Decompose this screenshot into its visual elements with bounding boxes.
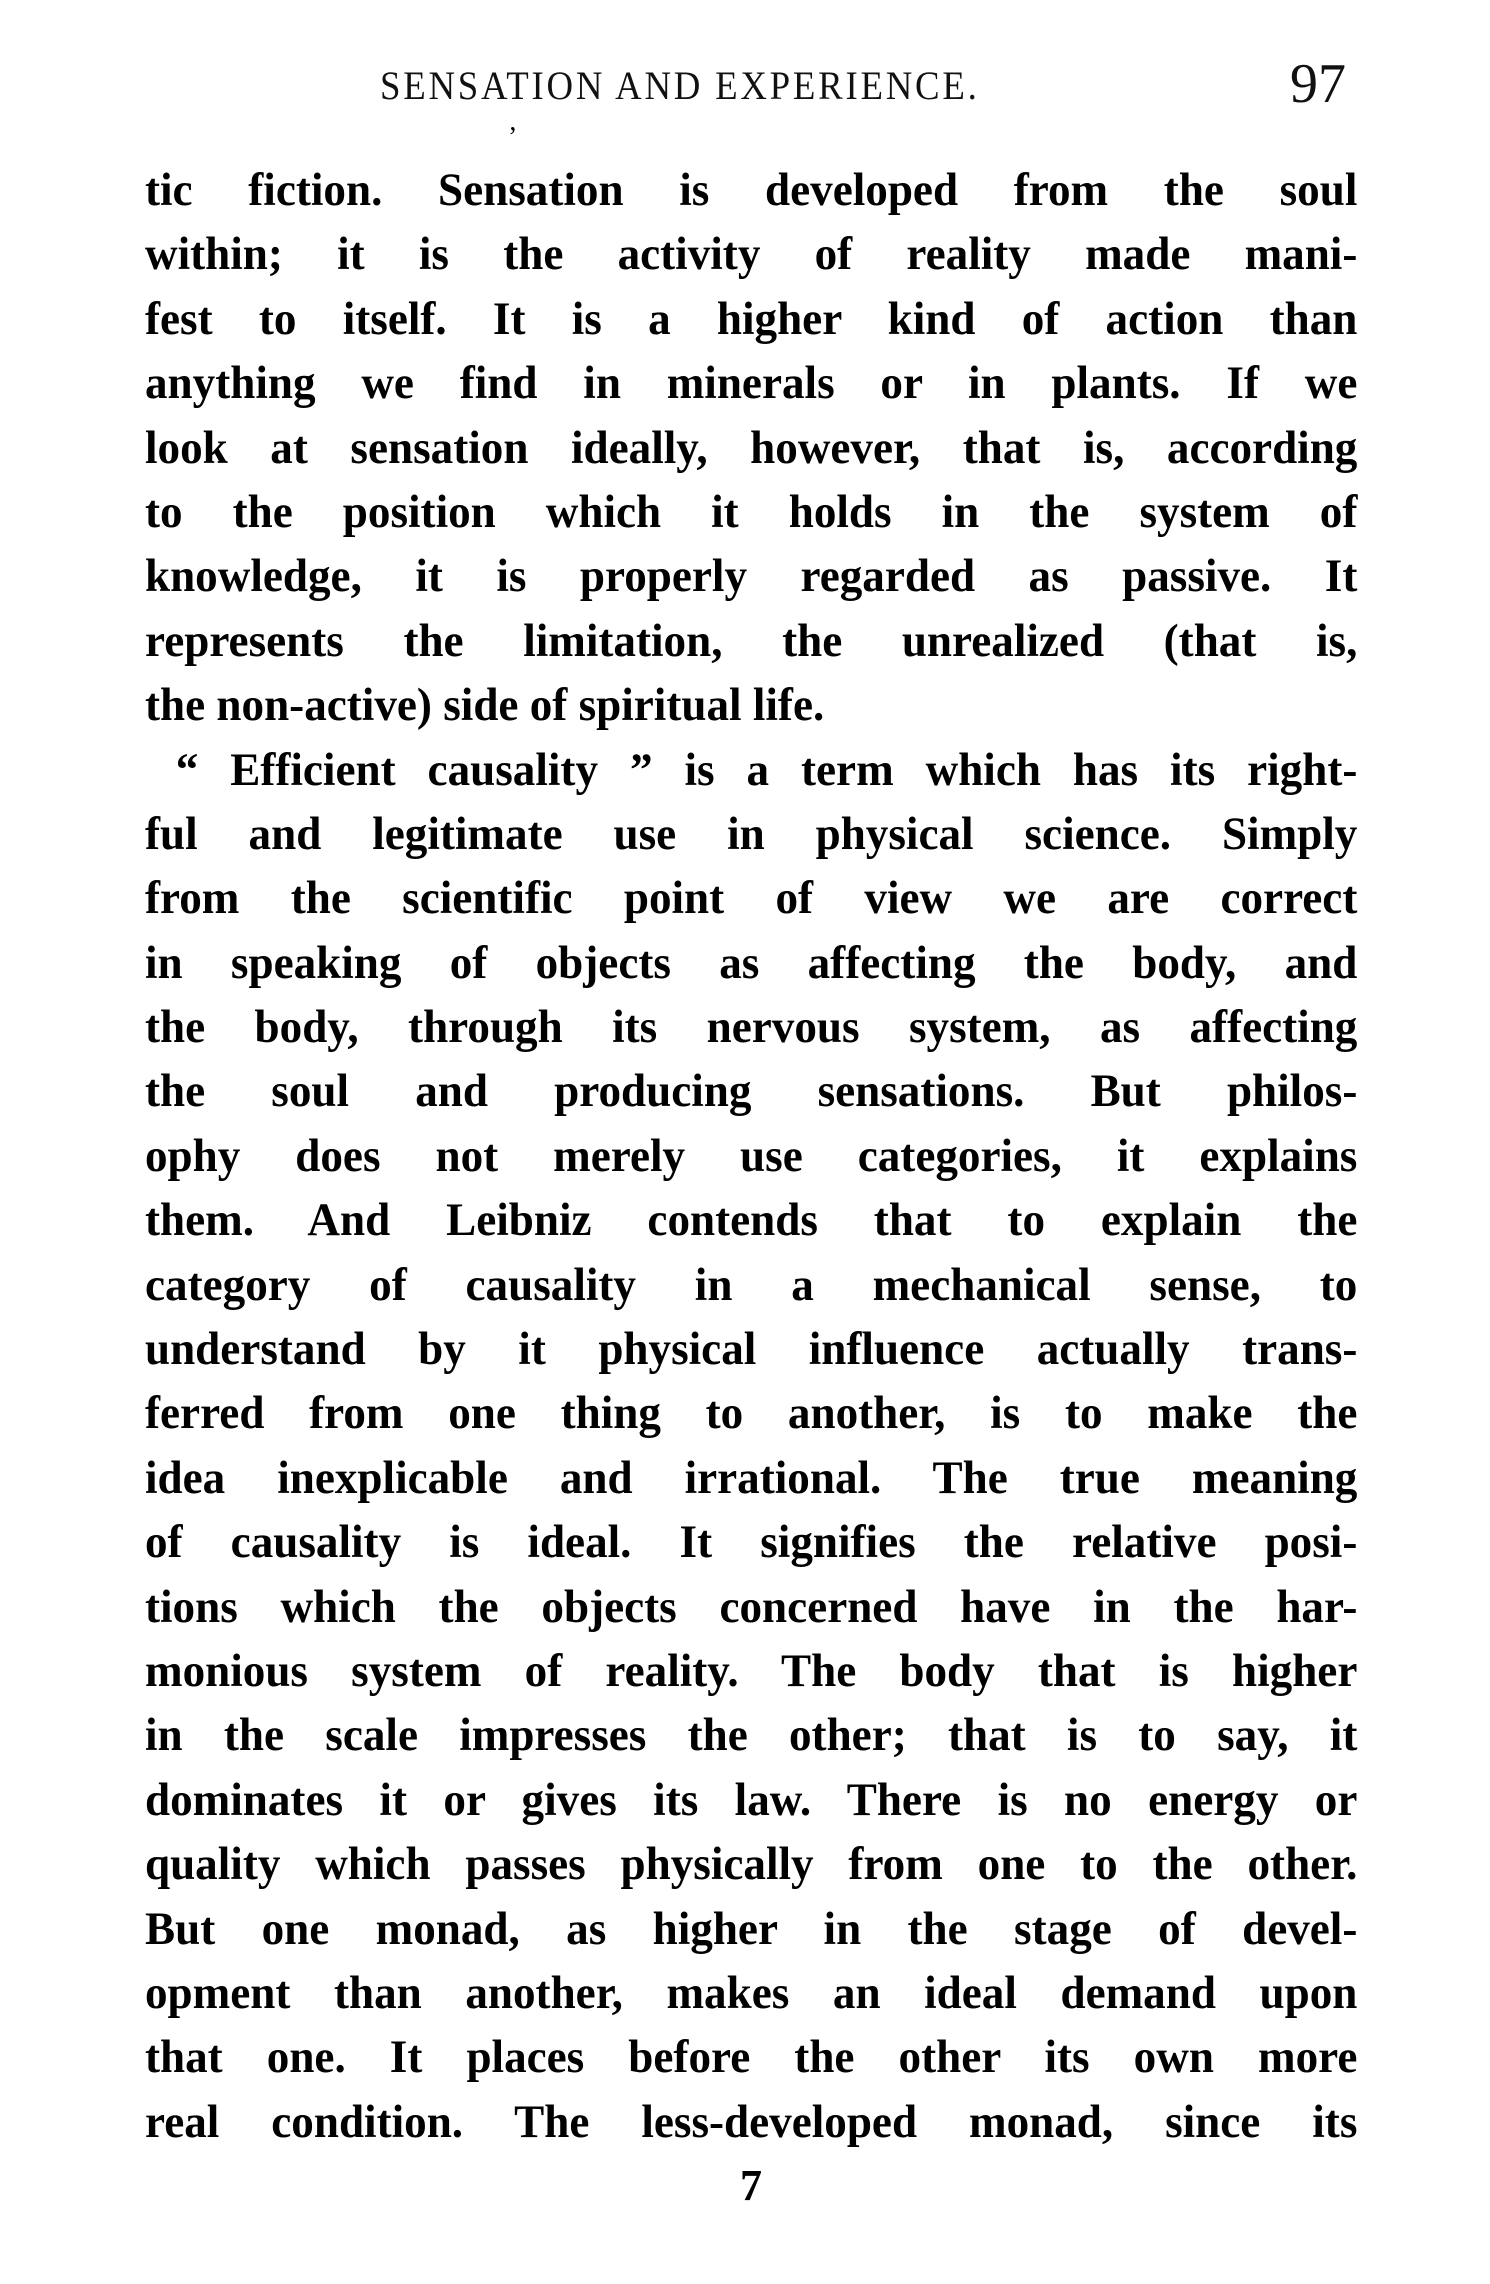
- text-line: understand by it physical influence actually trans-: [145, 1323, 1358, 1376]
- text-line: represents the limitation, the unrealized (that is,: [145, 614, 1358, 667]
- text-line: monious system of reality. The body that is higher: [145, 1644, 1358, 1697]
- text-line: of causality is ideal. It signifies the relative posi-: [145, 1516, 1358, 1569]
- text-line: in speaking of objects as affecting the body, and: [145, 936, 1358, 989]
- running-title: SENSATION AND EXPERIENCE.: [380, 63, 980, 108]
- text-line: the body, through its nervous system, as affecting: [145, 1001, 1358, 1054]
- text-line: them. And Leibniz contends that to explain the: [145, 1194, 1358, 1247]
- text-line: that one. It places before the other its own more: [145, 2031, 1358, 2084]
- text-line: real condition. The less-developed monad, since its: [145, 2095, 1358, 2148]
- text-line: the non-active) side of spiritual life.: [145, 679, 825, 732]
- running-head: [0, 52, 1490, 115]
- body-text: [145, 158, 1357, 2154]
- text-line: fest to itself. It is a higher kind of action than: [145, 292, 1358, 345]
- text-line: dominates it or gives its law. There is no energy or: [145, 1773, 1358, 1826]
- text-line: ful and legitimate use in physical science. Simply: [145, 807, 1358, 860]
- text-line: category of causality in a mechanical sense, to: [145, 1258, 1358, 1311]
- text-line: in the scale impresses the other; that is to say, it: [145, 1709, 1358, 1762]
- text-line: knowledge, it is properly regarded as passive. It: [145, 550, 1358, 603]
- text-line: tions which the objects concerned have in the har-: [145, 1580, 1358, 1633]
- text-line: quality which passes physically from one to the other.: [145, 1838, 1358, 1891]
- text-line: within; it is the activity of reality made mani-: [145, 228, 1358, 281]
- text-line: to the position which it holds in the system of: [145, 485, 1358, 538]
- stray-print-mark: ’: [508, 122, 518, 153]
- text-line: anything we find in minerals or in plants. If we: [145, 357, 1358, 410]
- text-line: idea inexplicable and irrational. The true meaning: [145, 1451, 1358, 1504]
- signature-mark: 7: [740, 2161, 762, 2210]
- page-number: 97: [1290, 53, 1346, 115]
- text-line: from the scientific point of view we are correct: [145, 872, 1358, 925]
- text-line: But one monad, as higher in the stage of devel-: [145, 1902, 1358, 1955]
- text-line: opment than another, makes an ideal demand upon: [145, 1966, 1358, 2019]
- text-line: the soul and producing sensations. But philos-: [145, 1065, 1358, 1118]
- paragraph-start-line: “ Efficient causality ” is a term which has its right-: [175, 743, 1358, 796]
- text-line: ferred from one thing to another, is to make the: [145, 1387, 1358, 1440]
- text-line: ophy does not merely use categories, it explains: [145, 1129, 1358, 1182]
- text-line: tic fiction. Sensation is developed from the soul: [145, 164, 1358, 216]
- text-line: look at sensation ideally, however, that is, according: [145, 421, 1358, 474]
